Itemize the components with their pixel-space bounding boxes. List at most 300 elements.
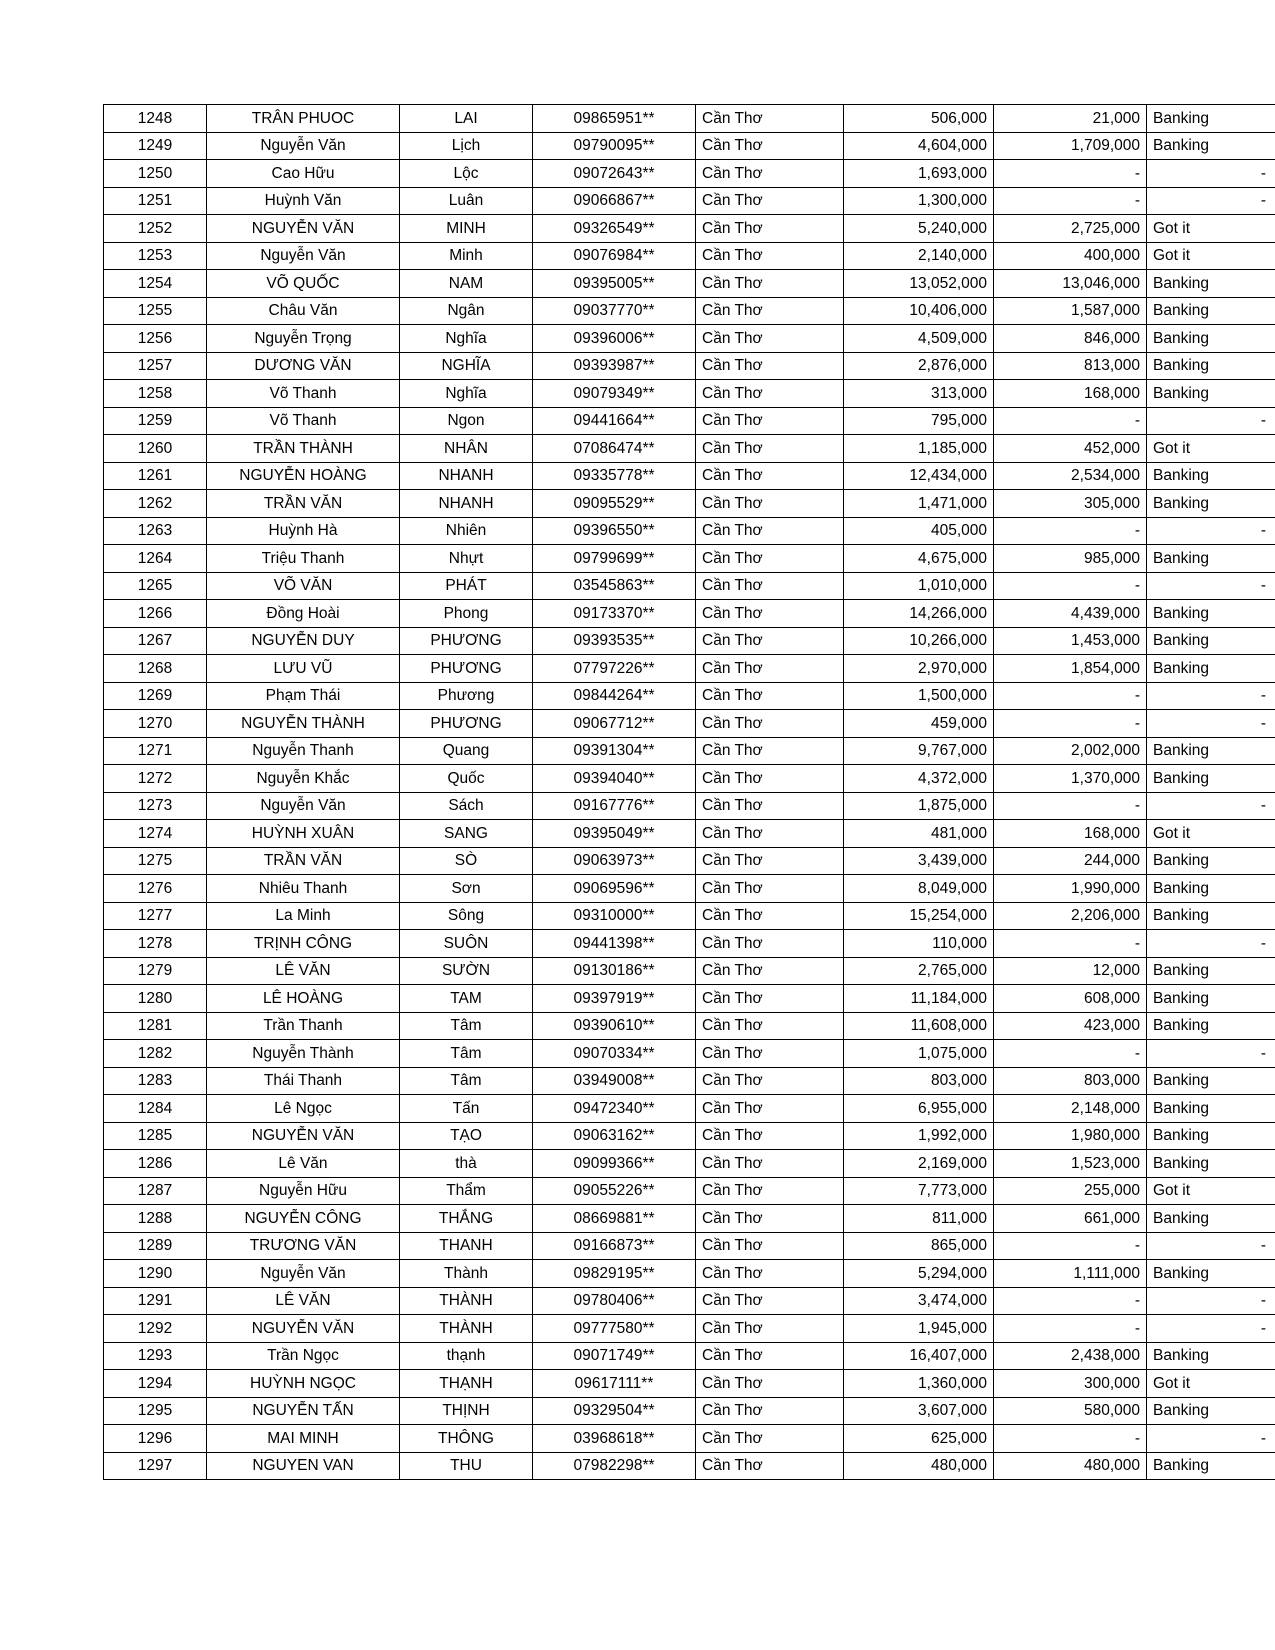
row-status: Banking [1147, 380, 1275, 408]
table-row [104, 352, 1275, 380]
row-status: - [1147, 682, 1275, 710]
row-amount-2: 423,000 [994, 1012, 1147, 1040]
row-amount-1: 11,184,000 [844, 985, 994, 1013]
row-phone: 09066867** [533, 187, 696, 215]
table-row [104, 242, 1275, 270]
row-first-name: HUỲNH NGỌC [207, 1370, 400, 1398]
row-city: Cần Thơ [696, 325, 844, 353]
row-last-name: THU [400, 1452, 533, 1480]
row-first-name: Cao Hữu [207, 160, 400, 188]
row-status: Banking [1147, 1122, 1275, 1150]
row-phone: 09063973** [533, 847, 696, 875]
row-phone: 09067712** [533, 710, 696, 738]
row-status: Got it [1147, 242, 1275, 270]
row-first-name: Nguyễn Trọng [207, 325, 400, 353]
row-amount-2: 13,046,000 [994, 270, 1147, 298]
row-index: 1267 [104, 627, 207, 655]
row-index: 1280 [104, 985, 207, 1013]
row-status: Banking [1147, 1067, 1275, 1095]
row-phone: 09394040** [533, 765, 696, 793]
row-index: 1253 [104, 242, 207, 270]
row-last-name: NHANH [400, 490, 533, 518]
row-amount-1: 811,000 [844, 1205, 994, 1233]
row-city: Cần Thơ [696, 1287, 844, 1315]
row-amount-2: 985,000 [994, 545, 1147, 573]
row-amount-1: 1,992,000 [844, 1122, 994, 1150]
row-amount-1: 4,372,000 [844, 765, 994, 793]
row-index: 1249 [104, 132, 207, 160]
table-row [104, 270, 1275, 298]
row-first-name: Trần Ngọc [207, 1342, 400, 1370]
row-index: 1290 [104, 1260, 207, 1288]
row-phone: 09173370** [533, 600, 696, 628]
row-status: Banking [1147, 1205, 1275, 1233]
row-last-name: Sông [400, 902, 533, 930]
row-last-name: TAM [400, 985, 533, 1013]
row-amount-2: 400,000 [994, 242, 1147, 270]
table-row [104, 655, 1275, 683]
row-index: 1251 [104, 187, 207, 215]
row-amount-1: 459,000 [844, 710, 994, 738]
row-phone: 09335778** [533, 462, 696, 490]
row-amount-2: 305,000 [994, 490, 1147, 518]
row-index: 1252 [104, 215, 207, 243]
row-last-name: PHƯƠNG [400, 710, 533, 738]
row-city: Cần Thơ [696, 710, 844, 738]
row-amount-2: 168,000 [994, 820, 1147, 848]
table-row [104, 105, 1275, 133]
row-amount-2: 608,000 [994, 985, 1147, 1013]
row-phone: 09055226** [533, 1177, 696, 1205]
row-last-name: thạnh [400, 1342, 533, 1370]
row-amount-1: 7,773,000 [844, 1177, 994, 1205]
row-first-name: NGUYỄN HOÀNG [207, 462, 400, 490]
row-amount-1: 2,765,000 [844, 957, 994, 985]
row-last-name: Ngon [400, 407, 533, 435]
row-phone: 09790095** [533, 132, 696, 160]
row-amount-2: - [994, 517, 1147, 545]
row-last-name: MINH [400, 215, 533, 243]
table-row [104, 1342, 1275, 1370]
table-row [104, 187, 1275, 215]
row-first-name: TRẦN THÀNH [207, 435, 400, 463]
row-phone: 09397919** [533, 985, 696, 1013]
row-last-name: THÀNH [400, 1315, 533, 1343]
row-status: Got it [1147, 215, 1275, 243]
table-row [104, 820, 1275, 848]
row-index: 1285 [104, 1122, 207, 1150]
row-amount-1: 6,955,000 [844, 1095, 994, 1123]
row-phone: 09395049** [533, 820, 696, 848]
table-row [104, 517, 1275, 545]
row-amount-2: - [994, 792, 1147, 820]
row-last-name: Thành [400, 1260, 533, 1288]
row-amount-1: 4,675,000 [844, 545, 994, 573]
row-last-name: Nhiên [400, 517, 533, 545]
row-amount-1: 10,406,000 [844, 297, 994, 325]
row-city: Cần Thơ [696, 297, 844, 325]
row-first-name: LÊ VĂN [207, 957, 400, 985]
row-amount-1: 1,185,000 [844, 435, 994, 463]
row-index: 1263 [104, 517, 207, 545]
row-amount-2: - [994, 1425, 1147, 1453]
row-amount-1: 1,693,000 [844, 160, 994, 188]
table-row [104, 1260, 1275, 1288]
row-first-name: NGUYỄN CÔNG [207, 1205, 400, 1233]
row-phone: 03949008** [533, 1067, 696, 1095]
row-index: 1279 [104, 957, 207, 985]
row-phone: 09441664** [533, 407, 696, 435]
row-first-name: Nguyễn Khắc [207, 765, 400, 793]
row-city: Cần Thơ [696, 737, 844, 765]
table-row [104, 297, 1275, 325]
row-amount-2: 21,000 [994, 105, 1147, 133]
row-phone: 09076984** [533, 242, 696, 270]
row-phone: 09037770** [533, 297, 696, 325]
table-row [104, 1315, 1275, 1343]
row-amount-2: - [994, 1040, 1147, 1068]
row-city: Cần Thơ [696, 187, 844, 215]
table-row [104, 1452, 1275, 1480]
row-index: 1291 [104, 1287, 207, 1315]
row-phone: 09310000** [533, 902, 696, 930]
row-city: Cần Thơ [696, 380, 844, 408]
row-amount-2: 1,111,000 [994, 1260, 1147, 1288]
row-city: Cần Thơ [696, 517, 844, 545]
table-row [104, 545, 1275, 573]
row-status: Banking [1147, 325, 1275, 353]
row-last-name: Nhựt [400, 545, 533, 573]
row-amount-2: 1,370,000 [994, 765, 1147, 793]
row-status: Got it [1147, 1370, 1275, 1398]
row-city: Cần Thơ [696, 600, 844, 628]
table-row [104, 957, 1275, 985]
row-amount-1: 313,000 [844, 380, 994, 408]
table-row [104, 737, 1275, 765]
row-status: Banking [1147, 297, 1275, 325]
row-first-name: Huỳnh Văn [207, 187, 400, 215]
row-city: Cần Thơ [696, 875, 844, 903]
row-index: 1296 [104, 1425, 207, 1453]
row-city: Cần Thơ [696, 1232, 844, 1260]
row-last-name: SANG [400, 820, 533, 848]
row-index: 1273 [104, 792, 207, 820]
row-first-name: Triệu Thanh [207, 545, 400, 573]
row-phone: 07086474** [533, 435, 696, 463]
row-first-name: Thái Thanh [207, 1067, 400, 1095]
row-status: - [1147, 407, 1275, 435]
table-row [104, 132, 1275, 160]
row-status: Banking [1147, 1095, 1275, 1123]
row-index: 1278 [104, 930, 207, 958]
row-city: Cần Thơ [696, 1012, 844, 1040]
row-index: 1283 [104, 1067, 207, 1095]
row-amount-1: 1,360,000 [844, 1370, 994, 1398]
row-first-name: NGUYỄN VĂN [207, 215, 400, 243]
row-phone: 09063162** [533, 1122, 696, 1150]
row-amount-2: 2,002,000 [994, 737, 1147, 765]
table-row [104, 710, 1275, 738]
row-last-name: Quang [400, 737, 533, 765]
row-phone: 09391304** [533, 737, 696, 765]
row-status: Banking [1147, 105, 1275, 133]
row-index: 1256 [104, 325, 207, 353]
row-amount-2: - [994, 1315, 1147, 1343]
table-row [104, 1150, 1275, 1178]
row-amount-2: 1,709,000 [994, 132, 1147, 160]
row-index: 1295 [104, 1397, 207, 1425]
row-phone: 09393987** [533, 352, 696, 380]
row-city: Cần Thơ [696, 1342, 844, 1370]
row-city: Cần Thơ [696, 1370, 844, 1398]
row-phone: 09441398** [533, 930, 696, 958]
row-index: 1282 [104, 1040, 207, 1068]
row-amount-2: - [994, 160, 1147, 188]
row-amount-1: 3,474,000 [844, 1287, 994, 1315]
row-city: Cần Thơ [696, 435, 844, 463]
row-status: Banking [1147, 847, 1275, 875]
row-first-name: NGUYỄN VĂN [207, 1122, 400, 1150]
table-row [104, 765, 1275, 793]
row-index: 1286 [104, 1150, 207, 1178]
row-amount-2: 846,000 [994, 325, 1147, 353]
row-amount-2: 480,000 [994, 1452, 1147, 1480]
row-amount-1: 11,608,000 [844, 1012, 994, 1040]
row-index: 1287 [104, 1177, 207, 1205]
table-row [104, 435, 1275, 463]
row-amount-1: 481,000 [844, 820, 994, 848]
row-last-name: THẮNG [400, 1205, 533, 1233]
table-row [104, 985, 1275, 1013]
row-index: 1268 [104, 655, 207, 683]
row-phone: 09829195** [533, 1260, 696, 1288]
row-index: 1281 [104, 1012, 207, 1040]
row-amount-2: 1,990,000 [994, 875, 1147, 903]
row-amount-2: 580,000 [994, 1397, 1147, 1425]
row-phone: 03545863** [533, 572, 696, 600]
row-amount-1: 1,300,000 [844, 187, 994, 215]
row-city: Cần Thơ [696, 682, 844, 710]
table-row [104, 875, 1275, 903]
row-status: Banking [1147, 1342, 1275, 1370]
table-row [104, 1122, 1275, 1150]
row-amount-1: 506,000 [844, 105, 994, 133]
row-last-name: thà [400, 1150, 533, 1178]
row-phone: 09095529** [533, 490, 696, 518]
row-city: Cần Thơ [696, 847, 844, 875]
row-last-name: Nghĩa [400, 325, 533, 353]
table-row [104, 902, 1275, 930]
row-index: 1293 [104, 1342, 207, 1370]
row-city: Cần Thơ [696, 792, 844, 820]
row-index: 1288 [104, 1205, 207, 1233]
row-amount-2: 12,000 [994, 957, 1147, 985]
row-city: Cần Thơ [696, 1425, 844, 1453]
row-status: Banking [1147, 902, 1275, 930]
row-last-name: Minh [400, 242, 533, 270]
row-amount-1: 16,407,000 [844, 1342, 994, 1370]
row-status: - [1147, 517, 1275, 545]
row-index: 1271 [104, 737, 207, 765]
row-phone: 09395005** [533, 270, 696, 298]
row-status: - [1147, 1040, 1275, 1068]
row-phone: 09079349** [533, 380, 696, 408]
row-first-name: TRẦN VĂN [207, 490, 400, 518]
row-amount-2: 2,534,000 [994, 462, 1147, 490]
row-status: - [1147, 1232, 1275, 1260]
row-amount-1: 13,052,000 [844, 270, 994, 298]
row-phone: 07982298** [533, 1452, 696, 1480]
row-last-name: Tấn [400, 1095, 533, 1123]
row-city: Cần Thơ [696, 902, 844, 930]
table-row [104, 847, 1275, 875]
row-city: Cần Thơ [696, 1177, 844, 1205]
row-status: Banking [1147, 1012, 1275, 1040]
table-row [104, 490, 1275, 518]
row-last-name: PHÁT [400, 572, 533, 600]
row-last-name: SƯỜN [400, 957, 533, 985]
row-amount-1: 4,604,000 [844, 132, 994, 160]
row-status: - [1147, 792, 1275, 820]
row-amount-1: 8,049,000 [844, 875, 994, 903]
row-phone: 09071749** [533, 1342, 696, 1370]
table-row [104, 792, 1275, 820]
row-first-name: NGUYỄN TẤN [207, 1397, 400, 1425]
row-first-name: Nguyễn Văn [207, 792, 400, 820]
row-city: Cần Thơ [696, 352, 844, 380]
row-amount-1: 5,294,000 [844, 1260, 994, 1288]
row-last-name: THÔNG [400, 1425, 533, 1453]
row-amount-1: 2,140,000 [844, 242, 994, 270]
row-phone: 09777580** [533, 1315, 696, 1343]
row-amount-2: 2,206,000 [994, 902, 1147, 930]
row-last-name: NHÂN [400, 435, 533, 463]
row-last-name: Thẩm [400, 1177, 533, 1205]
row-amount-1: 2,970,000 [844, 655, 994, 683]
row-city: Cần Thơ [696, 1122, 844, 1150]
row-amount-2: 1,854,000 [994, 655, 1147, 683]
row-status: Banking [1147, 765, 1275, 793]
row-city: Cần Thơ [696, 1095, 844, 1123]
row-phone: 09396006** [533, 325, 696, 353]
row-amount-1: 1,875,000 [844, 792, 994, 820]
row-first-name: MAI MINH [207, 1425, 400, 1453]
row-index: 1269 [104, 682, 207, 710]
row-index: 1261 [104, 462, 207, 490]
row-first-name: Võ Thanh [207, 407, 400, 435]
row-status: Banking [1147, 1397, 1275, 1425]
row-index: 1255 [104, 297, 207, 325]
row-index: 1259 [104, 407, 207, 435]
row-city: Cần Thơ [696, 132, 844, 160]
table-row [104, 1425, 1275, 1453]
row-status: - [1147, 572, 1275, 600]
row-status: - [1147, 1315, 1275, 1343]
row-amount-1: 12,434,000 [844, 462, 994, 490]
row-first-name: TRÂN PHUOC [207, 105, 400, 133]
row-amount-1: 10,266,000 [844, 627, 994, 655]
row-last-name: Tâm [400, 1067, 533, 1095]
row-phone: 09329504** [533, 1397, 696, 1425]
row-amount-1: 625,000 [844, 1425, 994, 1453]
row-index: 1297 [104, 1452, 207, 1480]
table-row [104, 407, 1275, 435]
row-city: Cần Thơ [696, 462, 844, 490]
row-phone: 03968618** [533, 1425, 696, 1453]
row-city: Cần Thơ [696, 930, 844, 958]
table-row [104, 1287, 1275, 1315]
row-last-name: SÒ [400, 847, 533, 875]
table-row [104, 1067, 1275, 1095]
row-city: Cần Thơ [696, 407, 844, 435]
row-first-name: DƯƠNG VĂN [207, 352, 400, 380]
row-status: - [1147, 160, 1275, 188]
row-phone: 09166873** [533, 1232, 696, 1260]
row-phone: 09844264** [533, 682, 696, 710]
row-first-name: Võ Thanh [207, 380, 400, 408]
row-status: Got it [1147, 1177, 1275, 1205]
row-first-name: VÕ QUỐC [207, 270, 400, 298]
row-first-name: Châu Văn [207, 297, 400, 325]
row-index: 1270 [104, 710, 207, 738]
row-amount-1: 5,240,000 [844, 215, 994, 243]
table-row [104, 682, 1275, 710]
row-phone: 09780406** [533, 1287, 696, 1315]
row-city: Cần Thơ [696, 490, 844, 518]
row-amount-2: 661,000 [994, 1205, 1147, 1233]
row-first-name: Huỳnh Hà [207, 517, 400, 545]
row-index: 1248 [104, 105, 207, 133]
row-first-name: TRẦN VĂN [207, 847, 400, 875]
row-amount-1: 3,439,000 [844, 847, 994, 875]
row-amount-2: 1,453,000 [994, 627, 1147, 655]
row-first-name: Nguyễn Văn [207, 1260, 400, 1288]
row-amount-2: - [994, 682, 1147, 710]
row-last-name: NAM [400, 270, 533, 298]
row-last-name: SUÔN [400, 930, 533, 958]
row-phone: 09390610** [533, 1012, 696, 1040]
payout-table [103, 104, 1275, 1480]
row-city: Cần Thơ [696, 1315, 844, 1343]
row-status: Banking [1147, 737, 1275, 765]
row-last-name: TẠO [400, 1122, 533, 1150]
row-first-name: Đồng Hoài [207, 600, 400, 628]
row-amount-2: 2,725,000 [994, 215, 1147, 243]
row-first-name: Phạm Thái [207, 682, 400, 710]
row-city: Cần Thơ [696, 1260, 844, 1288]
row-phone: 09326549** [533, 215, 696, 243]
row-index: 1260 [104, 435, 207, 463]
table-row [104, 1205, 1275, 1233]
row-amount-1: 4,509,000 [844, 325, 994, 353]
row-phone: 09070334** [533, 1040, 696, 1068]
row-first-name: NGUYEN VAN [207, 1452, 400, 1480]
row-city: Cần Thơ [696, 545, 844, 573]
row-phone: 09472340** [533, 1095, 696, 1123]
row-last-name: Nghĩa [400, 380, 533, 408]
row-index: 1272 [104, 765, 207, 793]
row-amount-1: 14,266,000 [844, 600, 994, 628]
row-first-name: Nguyễn Văn [207, 242, 400, 270]
row-first-name: TRƯƠNG VĂN [207, 1232, 400, 1260]
row-status: Banking [1147, 1150, 1275, 1178]
row-amount-1: 480,000 [844, 1452, 994, 1480]
row-amount-2: 244,000 [994, 847, 1147, 875]
row-amount-1: 9,767,000 [844, 737, 994, 765]
table-row [104, 600, 1275, 628]
row-amount-1: 1,500,000 [844, 682, 994, 710]
row-phone: 09617111** [533, 1370, 696, 1398]
